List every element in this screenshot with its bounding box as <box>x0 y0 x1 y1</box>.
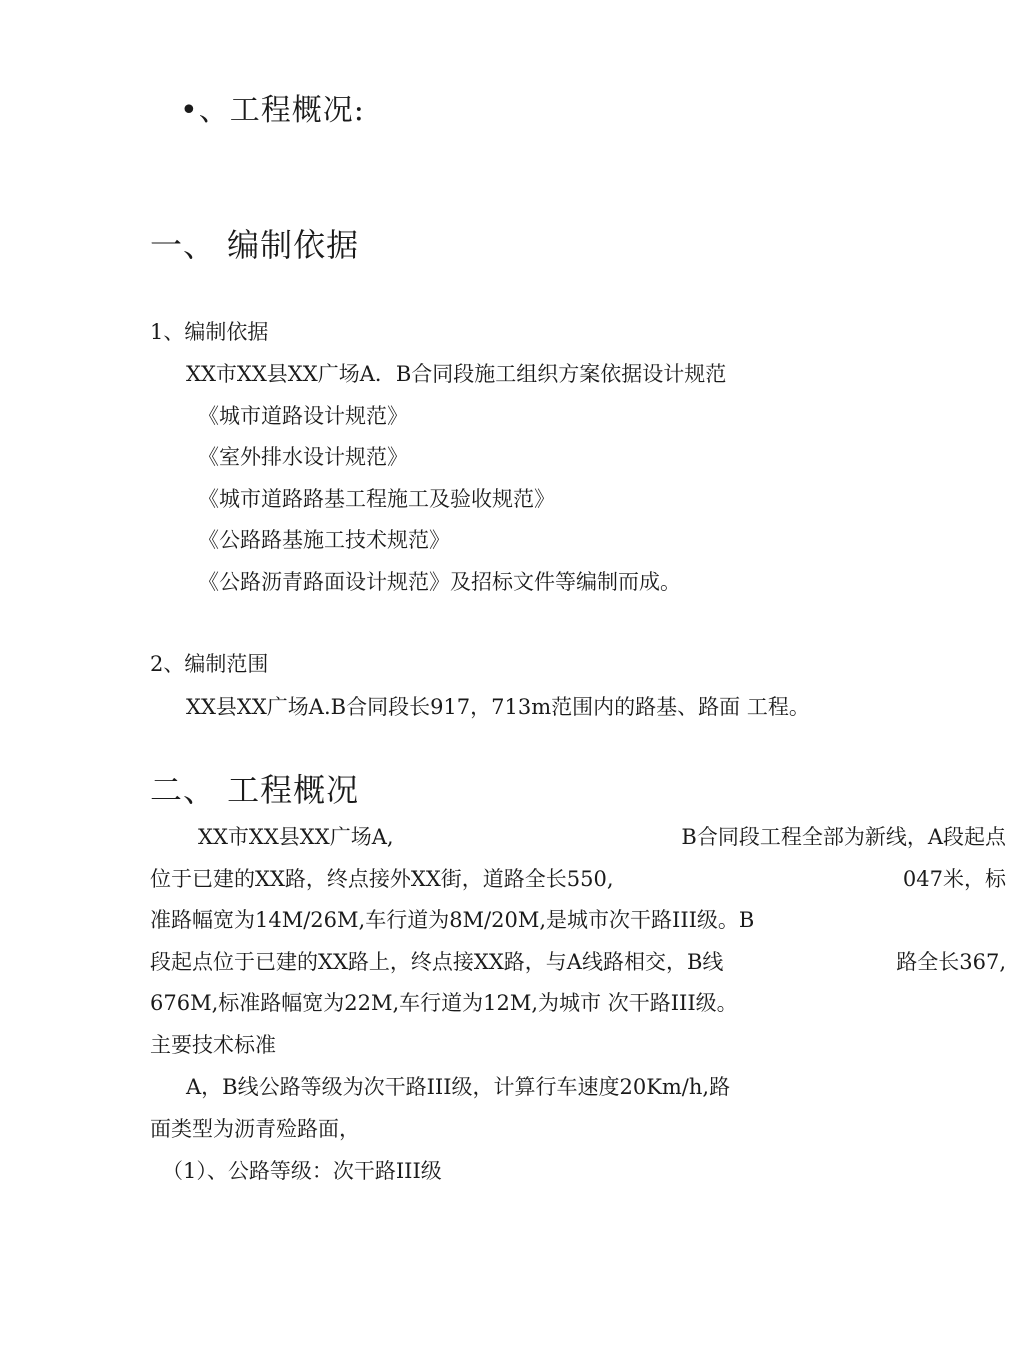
scope-text: XX县XX广场A.B合同段长917，713m范围内的路基、路面 工程。 <box>186 695 810 719</box>
overview-line-1-left: XX市XX县XX广场A, <box>198 825 394 849</box>
overview-line-4-right: 路全长367, <box>896 950 1006 974</box>
overview-line-3: 准路幅宽为14M/26M,车行道为8M/20M,是城市次干路III级。B <box>150 908 755 932</box>
standard-item: 《公路路基施工技术规范》 <box>198 528 450 552</box>
overview-line-4-left: 段起点位于已建的XX路上，终点接XX路，与A线路相交，B线 <box>150 950 724 974</box>
tech-standards-line-2: 面类型为沥青殓路面， <box>150 1117 360 1141</box>
top-heading: •、工程概况: <box>180 93 365 128</box>
basis-intro: XX市XX县XX广场A．B合同段施工组织方案依据设计规范 <box>186 362 727 386</box>
overview-line-5: 676M,标准路幅宽为22M,车行道为12M,为城市 次干路III级。 <box>150 991 738 1015</box>
overview-line-2-right: 047米，标 <box>902 867 1006 891</box>
section-title-basis: 一、 编制依据 <box>150 226 360 264</box>
overview-line-1-right: B合同段工程全部为新线，A段起点 <box>681 825 1006 849</box>
tech-standards-heading: 主要技术标准 <box>150 1033 276 1057</box>
standard-item: 《城市道路路基工程施工及验收规范》 <box>198 487 555 511</box>
overview-line-2-left: 位于已建的XX路，终点接外XX街，道路全长550, <box>150 867 614 891</box>
tech-item-1: （1）、公路等级：次干路III级 <box>162 1159 442 1183</box>
standard-item: 《室外排水设计规范》 <box>198 445 408 469</box>
standard-item: 《城市道路设计规范》 <box>198 404 408 428</box>
section-title-overview: 二、 工程概况 <box>150 771 360 809</box>
tech-standards-line-1: A，B线公路等级为次干路III级，计算行车速度20Km/h,路 <box>186 1075 731 1099</box>
standard-item: 《公路沥青路面设计规范》及招标文件等编制而成。 <box>198 570 681 594</box>
subheading-scope: 2、编制范围 <box>150 652 269 676</box>
subheading-basis: 1、编制依据 <box>150 320 269 344</box>
